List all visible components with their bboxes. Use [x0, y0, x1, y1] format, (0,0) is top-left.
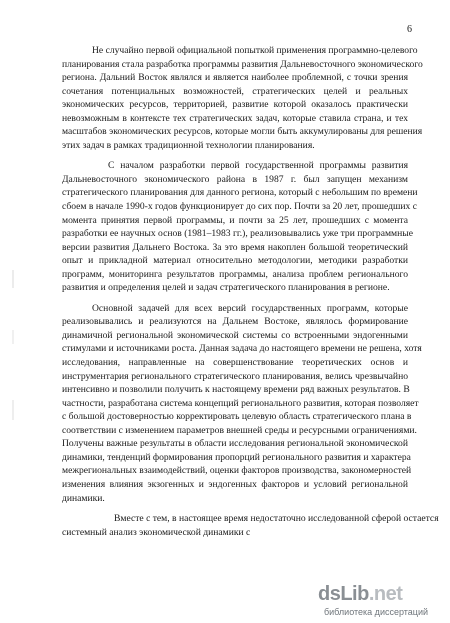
text-line: межрегиональных взаимодействий, оценки факторов производства, закономерностей — [62, 465, 412, 477]
text-line: системный анализ экономической динамики с — [62, 526, 251, 538]
paragraph — [62, 512, 439, 539]
text-line: сочетания потенциальных возможностей, стратегических целей и реальных — [62, 85, 408, 97]
text-line: программ, мониторинга результатов программы, анализа проблем регионального — [62, 268, 408, 280]
watermark-tagline: библиотека диссертаций — [324, 607, 429, 617]
paragraph — [62, 302, 422, 505]
text-line: инструментария регионального стратегического планирования, велись чрезвычайно — [62, 370, 408, 382]
document-body — [62, 44, 439, 539]
text-line: динамики. — [62, 492, 105, 504]
text-line: изменения влияния экзогенных и эндогенных факторов и условий региональной — [62, 478, 408, 490]
text-line: соответствии с изменением параметров внешней среды и ресурсными ограничениями. — [62, 424, 417, 436]
text-line: момента принятия первой программы, и почти за 25 лет, прошедших с момента — [62, 214, 408, 226]
paragraph — [62, 159, 418, 294]
margin-scan-marks — [8, 270, 18, 430]
watermark — [318, 583, 438, 619]
paragraph-gap — [62, 295, 408, 302]
text-line: масштабов экономических ресурсов, которые могли быть аккумулированы для решения — [62, 126, 423, 138]
text-line: исследования, направленные на совершенствование теоретических основ и — [62, 357, 408, 369]
text-line: версии развития Дальнего Востока. За это время накоплен большой теоретический — [62, 241, 408, 253]
text-line: частности, разработана система концепций регионального развития, которая позволяет — [62, 397, 419, 409]
text-line: развития и определения целей и задач стратегического планирования в регионе. — [62, 282, 390, 294]
page-number: 6 — [407, 24, 412, 35]
text-line: Вместе с тем, в настоящее время недостаточно исследованной сферой остается — [114, 513, 439, 525]
watermark-logo-main: dsLib — [318, 583, 369, 605]
text-line: Получены важные результаты в области исследования региональной экономической — [62, 438, 408, 450]
paragraph-gap — [62, 505, 408, 512]
text-line: реализовывались и реализуются на Дальнем Востоке, являлось формирование — [62, 316, 408, 328]
text-line: динамичной региональной экономической системы со встроенными эндогенными — [62, 329, 408, 341]
text-line: региона. Дальний Восток являлся и является наиболее проблемной, с точки зрения — [62, 72, 408, 84]
text-line: Дальневосточного экономического района в 1987 г. был запущен механизм — [62, 173, 408, 185]
text-line: стратегического планирования для данного региона, который с небольшим по времени — [62, 187, 418, 199]
text-line: С началом разработки первой государственной программы развития — [108, 160, 408, 172]
paragraph-gap — [62, 152, 408, 159]
text-line: сбоем в начале 1990-х годов функционирует до сих пор. Почти за 20 лет, прошедших с — [62, 201, 418, 213]
text-line: стимулами и источниками роста. Данная задача до настоящего времени не решена, хотя — [62, 343, 422, 355]
text-line: этих задач в рамках традиционной технологии планирования. — [62, 139, 315, 151]
text-line: планирования стала разработка программы развития Дальневосточного экономического — [62, 58, 423, 70]
text-line: динамики, тенденций формирования пропорций регионального развития и характера — [62, 451, 411, 463]
text-line: разработки ее научных основ (1981–1983 гг.), реализовывались уже три программные — [62, 228, 413, 240]
paragraph — [62, 44, 423, 152]
text-line: Не случайно первой официальной попыткой применения программно-целевого — [92, 45, 418, 56]
text-line: опыт и прикладной материал относительно методологии, методики разработки — [62, 255, 408, 267]
text-line: интенсивно и позволили получить к настоящему времени ряд важных результатов. В — [62, 384, 410, 396]
watermark-logo-suffix: .net — [368, 583, 403, 605]
watermark-logo — [318, 583, 402, 606]
text-line: Основной задачей для всех версий государственных программ, которые — [92, 302, 408, 314]
text-line: с большой достоверностью корректировать целевую область стратегического плана в — [62, 411, 412, 423]
text-line: невозможным в контексте тех стратегических задач, которые ставила страна, и тех — [62, 112, 408, 124]
text-line: экономических ресурсов, территорией, развитие которой оказалось практически — [62, 99, 408, 111]
